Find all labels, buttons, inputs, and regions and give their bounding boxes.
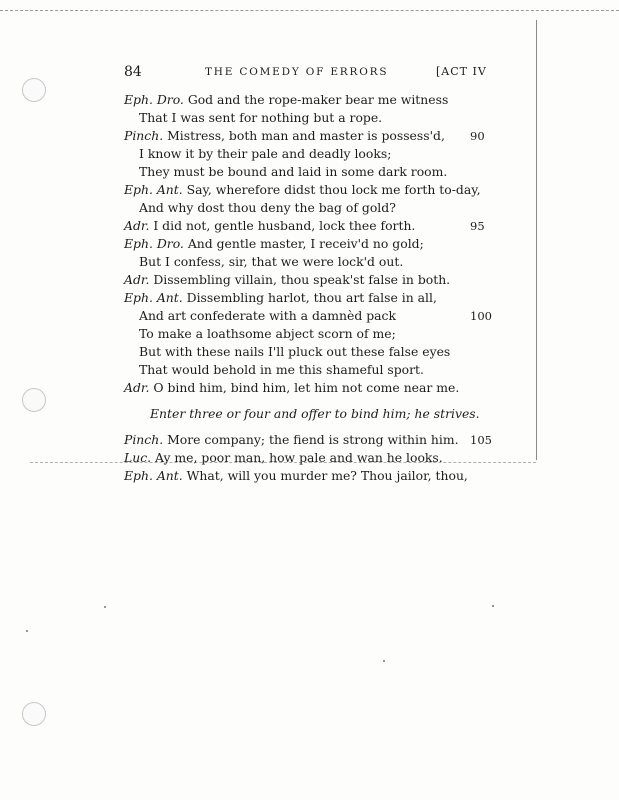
line-text: What, will you murder me? Thou jailor, thou,	[186, 468, 468, 483]
line-number: 95	[470, 219, 485, 233]
scan-speck	[383, 660, 385, 662]
line-number: 105	[470, 433, 492, 447]
verse-line	[124, 235, 494, 253]
speaker-name: Pinch.	[124, 432, 164, 447]
line-text: And why dost thou deny the bag of gold?	[139, 200, 396, 215]
running-header	[124, 64, 489, 84]
verse-line	[124, 127, 494, 145]
verse-line	[124, 253, 494, 271]
speaker-name: Eph. Ant.	[124, 290, 183, 305]
scan-speck	[26, 630, 28, 632]
verse-line	[124, 181, 494, 199]
verse-line	[124, 307, 494, 325]
line-text: God and the rope-maker bear me witness	[187, 92, 449, 107]
line-text: Ay me, poor man, how pale and wan he looks.	[155, 450, 443, 465]
line-text: And art confederate with a damnèd pack	[139, 308, 396, 323]
speaker-name: Adr.	[124, 380, 150, 395]
speaker-name: Eph. Dro.	[124, 236, 184, 251]
speaker-name: Pinch.	[124, 128, 164, 143]
line-text: That would behold in me this shameful sport.	[139, 362, 424, 377]
punch-hole	[22, 702, 46, 726]
speaker-name: Eph. Dro.	[124, 92, 184, 107]
speaker-name: Eph. Ant.	[124, 468, 183, 483]
punch-hole	[22, 388, 46, 412]
play-text	[124, 91, 494, 485]
verse-line	[124, 467, 494, 485]
page-right-edge	[536, 20, 537, 460]
line-text: O bind him, bind him, let him not come near me.	[153, 380, 460, 395]
act-label: [ACT IV	[436, 65, 487, 78]
page-number: 84	[124, 64, 142, 80]
line-text: Dissembling harlot, thou art false in all,	[186, 290, 437, 305]
verse-line	[124, 109, 494, 127]
line-text: I know it by their pale and deadly looks;	[139, 146, 392, 161]
verse-line	[124, 343, 494, 361]
dialogue-block	[124, 91, 494, 397]
line-text: And gentle master, I receiv'd no gold;	[187, 236, 424, 251]
verse-line	[124, 163, 494, 181]
stage-direction: Enter three or four and offer to bind him; he strives.	[150, 406, 480, 421]
page-top-edge	[0, 10, 619, 11]
scan-speck	[104, 606, 106, 608]
speaker-name: Luc.	[124, 450, 152, 465]
verse-line	[124, 91, 494, 109]
line-text: I did not, gentle husband, lock thee forth.	[153, 218, 416, 233]
verse-line	[124, 449, 494, 467]
line-text: To make a loathsome abject scorn of me;	[139, 326, 396, 341]
speaker-name: Adr.	[124, 272, 150, 287]
line-text: They must be bound and laid in some dark room.	[139, 164, 448, 179]
verse-line	[124, 325, 494, 343]
line-text: But I confess, sir, that we were lock'd out.	[139, 254, 404, 269]
line-number: 90	[470, 129, 485, 143]
line-text: More company; the fiend is strong within him.	[167, 432, 459, 447]
punch-hole	[22, 78, 46, 102]
verse-line	[124, 289, 494, 307]
verse-line	[124, 271, 494, 289]
line-number: 100	[470, 309, 492, 323]
dialogue-block	[124, 431, 494, 485]
verse-line	[124, 199, 494, 217]
line-text: Say, wherefore didst thou lock me forth to-day,	[186, 182, 481, 197]
verse-line	[124, 361, 494, 379]
verse-line	[124, 145, 494, 163]
verse-line	[124, 431, 494, 449]
scan-speck	[492, 605, 494, 607]
speaker-name: Adr.	[124, 218, 150, 233]
line-text: That I was sent for nothing but a rope.	[139, 110, 383, 125]
verse-line	[124, 217, 494, 235]
line-text: Mistress, both man and master is possess'd,	[167, 128, 445, 143]
line-text: But with these nails I'll pluck out these false eyes	[139, 344, 451, 359]
verse-line	[124, 379, 494, 397]
line-text: Dissembling villain, thou speak'st false in both.	[153, 272, 451, 287]
speaker-name: Eph. Ant.	[124, 182, 183, 197]
running-title: THE COMEDY OF ERRORS	[205, 66, 389, 78]
